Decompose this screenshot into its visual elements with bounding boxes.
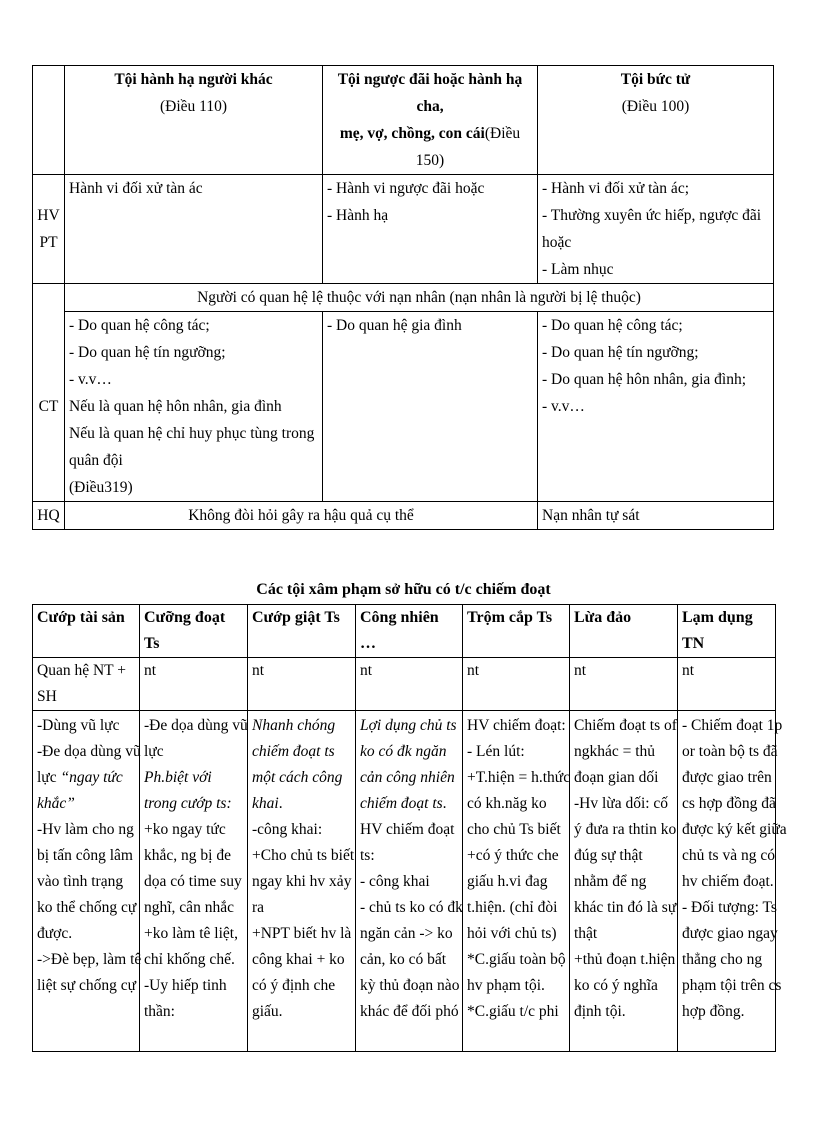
cell-line: *C.giấu toàn bộ xyxy=(467,951,566,968)
cell-line: chiếm đoạt ts. xyxy=(360,795,447,812)
cell-line: ngăn cản -> ko xyxy=(360,925,453,942)
table-row xyxy=(33,658,776,711)
cell-line: Lợi dụng chủ ts xyxy=(360,717,457,734)
cell-line: liệt sự chống cự xyxy=(37,977,137,994)
table-cell: Nạn nhân tự sát xyxy=(538,502,774,530)
table-cell xyxy=(356,711,463,1052)
table-header-row xyxy=(33,66,774,175)
cell-line: ngkhác = thủ xyxy=(574,743,656,760)
cell-line: - v.v… xyxy=(69,371,112,388)
column-header: Lừa đảo xyxy=(570,605,678,658)
cell-line: kỳ thủ đoạn nào xyxy=(360,977,460,994)
cell-line: nt xyxy=(360,662,373,679)
table-cell xyxy=(65,175,323,284)
cell-line: cản công nhiên xyxy=(360,769,455,786)
table-cell xyxy=(538,175,774,284)
cell-line: - Hành vi đối xử tàn ác; xyxy=(542,180,690,197)
cell-line: - Thường xuyên ức hiếp, ngược đãi xyxy=(542,207,762,224)
cell-line: -công khai: xyxy=(252,821,323,838)
cell-line: khác để đối phó xyxy=(360,1003,459,1020)
cell-line: lực xyxy=(144,743,164,760)
cell-line: +ko ngay tức xyxy=(144,821,226,838)
corner-cell xyxy=(33,66,65,175)
table-cell xyxy=(140,658,248,711)
cell-line: ko có đk ngăn xyxy=(360,743,447,760)
cell-line: đúg sự thật xyxy=(574,847,643,864)
cell-line: thẳng cho ng xyxy=(682,951,763,968)
cell-line: -Hv làm cho ng xyxy=(37,821,134,838)
table-cell xyxy=(678,711,787,1052)
cell-line: nt xyxy=(467,662,480,679)
cell-line: - Hành hạ xyxy=(327,207,389,224)
cell-line: - Đối tượng: Ts xyxy=(682,899,777,916)
cell-line: định tội. xyxy=(574,1003,626,1020)
table-cell xyxy=(570,658,678,711)
table-cell xyxy=(463,711,570,1052)
cell-line: - Lén lút: xyxy=(467,743,525,760)
cell-line: - Do quan hệ tín ngưỡng; xyxy=(69,344,226,361)
cell-line: Hành vi đối xử tàn ác xyxy=(69,180,203,197)
cell-line: công khai + ko xyxy=(252,951,345,968)
cell-line: - Do quan hệ tín ngưỡng; xyxy=(542,344,699,361)
cell-line: hv phạm tội. xyxy=(467,977,545,994)
cell-line: trong cướp ts: xyxy=(144,795,232,812)
cell-line: - chủ ts ko có đk xyxy=(360,899,463,916)
cell-line: +có ý thức che xyxy=(467,847,559,864)
cell-line: - Do quan hệ công tác; xyxy=(542,317,683,334)
column-header: Trộm cắp Ts xyxy=(463,605,570,658)
cell-line: quân đội xyxy=(69,452,123,469)
cell-line: đoạn gian dối xyxy=(574,769,659,786)
cell-line: - Do quan hệ gia đình xyxy=(327,317,462,334)
cell-line: HV chiếm đoạt xyxy=(360,821,455,838)
row-label-spacer xyxy=(33,284,65,312)
cell-line: +Cho chủ ts biết xyxy=(252,847,355,864)
cell-line: được ký kết giữa xyxy=(682,821,787,838)
cell-line: ts: xyxy=(360,847,375,864)
cell-line: -Dùng vũ lực xyxy=(37,717,120,734)
cell-line: nt xyxy=(144,662,157,679)
table-cell xyxy=(323,312,538,502)
column-header: Lạm dụng TN xyxy=(678,605,776,658)
header-cell: Tội hành hạ người khác (Điều 110) xyxy=(65,66,323,175)
cell-line: chủ ts và ng có xyxy=(682,847,775,864)
cell-line: nt xyxy=(252,662,265,679)
cell-line: hoặc xyxy=(542,234,572,251)
cell-line: Nếu là quan hệ chỉ huy phục tùng trong xyxy=(69,425,315,442)
table-cell xyxy=(65,312,323,502)
cell-line: giấu h.vi đag xyxy=(467,873,548,890)
cell-line: nt xyxy=(682,662,695,679)
cell-line: vào tình trạng xyxy=(37,873,124,890)
table-row-hvpt xyxy=(33,175,774,284)
cell-line: - Do quan hệ công tác; xyxy=(69,317,210,334)
table-header-row xyxy=(33,605,776,658)
cell-line: lực “ngay tức xyxy=(37,769,123,786)
cell-line: - v.v… xyxy=(542,398,585,415)
cell-line: (Điều319) xyxy=(69,479,133,496)
cell-line: - Chiếm đoạt 1p xyxy=(682,717,783,734)
cell-line: khắc, ng bị đe xyxy=(144,847,231,864)
header-cell: Tội ngược đãi hoặc hành hạ cha, mẹ, vợ, chồng, con cái(Điều 150) xyxy=(323,66,538,175)
cell-line: cho chủ Ts biết xyxy=(467,821,561,838)
cell-line: bị tấn công lâm xyxy=(37,847,133,864)
table-cell xyxy=(248,658,356,711)
cell-line: phạm tội trên cs xyxy=(682,977,782,994)
cell-line: Nếu là quan hệ hôn nhân, gia đình xyxy=(69,398,282,415)
cell-line: giấu. xyxy=(252,1003,283,1020)
cell-line: được giao trên xyxy=(682,769,772,786)
column-header: Cướp giật Ts xyxy=(248,605,356,658)
cell-line: nghĩ, cân nhắc xyxy=(144,899,234,916)
cell-line: or toàn bộ ts đã xyxy=(682,743,778,760)
cell-line: nt xyxy=(574,662,587,679)
table-cell xyxy=(538,312,774,502)
cell-line: +NPT biết hv là xyxy=(252,925,352,942)
cell-line: được. xyxy=(37,925,73,942)
cell-line: -Uy hiếp tinh xyxy=(144,977,227,994)
cell-line: khai. xyxy=(252,795,283,812)
cell-line: thần: xyxy=(144,1003,175,1020)
cell-line: có ý định che xyxy=(252,977,336,994)
cell-line: +T.hiện = h.thức xyxy=(467,769,571,786)
merged-cell: Người có quan hệ lệ thuộc với nạn nhân (nạn nhân là người bị lệ thuộc) xyxy=(65,284,774,312)
cell-line: cs hợp đồng đã xyxy=(682,795,776,812)
cell-line: ra xyxy=(252,899,265,916)
cell-line: Chiếm đoạt ts of xyxy=(574,717,677,734)
table-cell xyxy=(678,658,776,711)
cell-line: +thủ đoạn t.hiện xyxy=(574,951,676,968)
cell-line: hợp đồng. xyxy=(682,1003,745,1020)
merged-cell: Không đòi hỏi gây ra hậu quả cụ thể xyxy=(65,502,538,530)
cell-line: được giao ngay xyxy=(682,925,778,942)
table-caption: Các tội xâm phạm sở hữu có t/c chiếm đoạt xyxy=(256,581,551,598)
table-cell xyxy=(323,175,538,284)
row-label: HQ xyxy=(33,502,65,530)
table-row xyxy=(33,711,776,1052)
cell-line: hv chiếm đoạt. xyxy=(682,873,774,890)
column-header: Cưỡng đoạt Ts xyxy=(140,605,248,658)
row-label: HV PT xyxy=(33,175,65,284)
cell-line: chỉ khống chế. xyxy=(144,951,235,968)
table-row-ct-merged xyxy=(33,284,774,312)
cell-line: dọa có time suy xyxy=(144,873,242,890)
table-cell xyxy=(356,658,463,711)
cell-line: *C.giấu t/c phi xyxy=(467,1003,559,1020)
cell-line: - Hành vi ngược đãi hoặc xyxy=(327,180,485,197)
cell-line: ->Đè bẹp, làm tê xyxy=(37,951,142,968)
table-cell xyxy=(463,658,570,711)
cell-line: chiếm đoạt ts xyxy=(252,743,335,760)
cell-line: khác tin đó là sự xyxy=(574,899,677,916)
column-header: Cướp tài sản xyxy=(33,605,140,658)
cell-line: ko có ý nghĩa xyxy=(574,977,658,994)
column-header: Công nhiên … xyxy=(356,605,463,658)
cell-line: -Hv lừa dối: cố xyxy=(574,795,669,812)
table-cell xyxy=(140,711,248,1052)
property-crimes-table xyxy=(32,604,787,1052)
cell-line: hỏi với chủ ts) xyxy=(467,925,557,942)
crime-comparison-table xyxy=(32,65,774,530)
cell-line: một cách công xyxy=(252,769,343,786)
cell-line: -Đe dọa dùng vũ xyxy=(144,717,248,734)
table-cell xyxy=(33,711,140,1052)
cell-line: Nhanh chóng xyxy=(252,717,336,734)
table-row-hq xyxy=(33,502,774,530)
header-cell: Tội bức tử (Điều 100) xyxy=(538,66,774,175)
cell-line: ko thể chống cự xyxy=(37,899,137,916)
cell-line: Ph.biệt với xyxy=(144,769,212,786)
cell-line: có kh.năg ko xyxy=(467,795,547,812)
cell-line: ý đưa ra thtin ko xyxy=(574,821,677,838)
cell-line: - Do quan hệ hôn nhân, gia đình; xyxy=(542,371,747,388)
table-cell xyxy=(248,711,356,1052)
cell-line: - Làm nhục xyxy=(542,261,614,278)
cell-line: SH xyxy=(37,688,57,705)
cell-line: +ko làm tê liệt, xyxy=(144,925,238,942)
cell-line: ngay khi hv xảy xyxy=(252,873,352,890)
cell-line: HV chiếm đoạt: xyxy=(467,717,566,734)
cell-line: thật xyxy=(574,925,598,942)
table-row-ct xyxy=(33,312,774,502)
row-label: CT xyxy=(33,312,65,502)
cell-line: -Đe dọa dùng vũ xyxy=(37,743,141,760)
cell-line: cản, ko có bất xyxy=(360,951,447,968)
cell-line: Quan hệ NT + xyxy=(37,662,126,679)
cell-line: t.hiện. (chỉ đòi xyxy=(467,899,558,916)
table-cell xyxy=(570,711,678,1052)
cell-line: nhằm để ng xyxy=(574,873,647,890)
cell-line: khắc” xyxy=(37,795,75,812)
table-cell xyxy=(33,658,140,711)
cell-line: - công khai xyxy=(360,873,430,890)
